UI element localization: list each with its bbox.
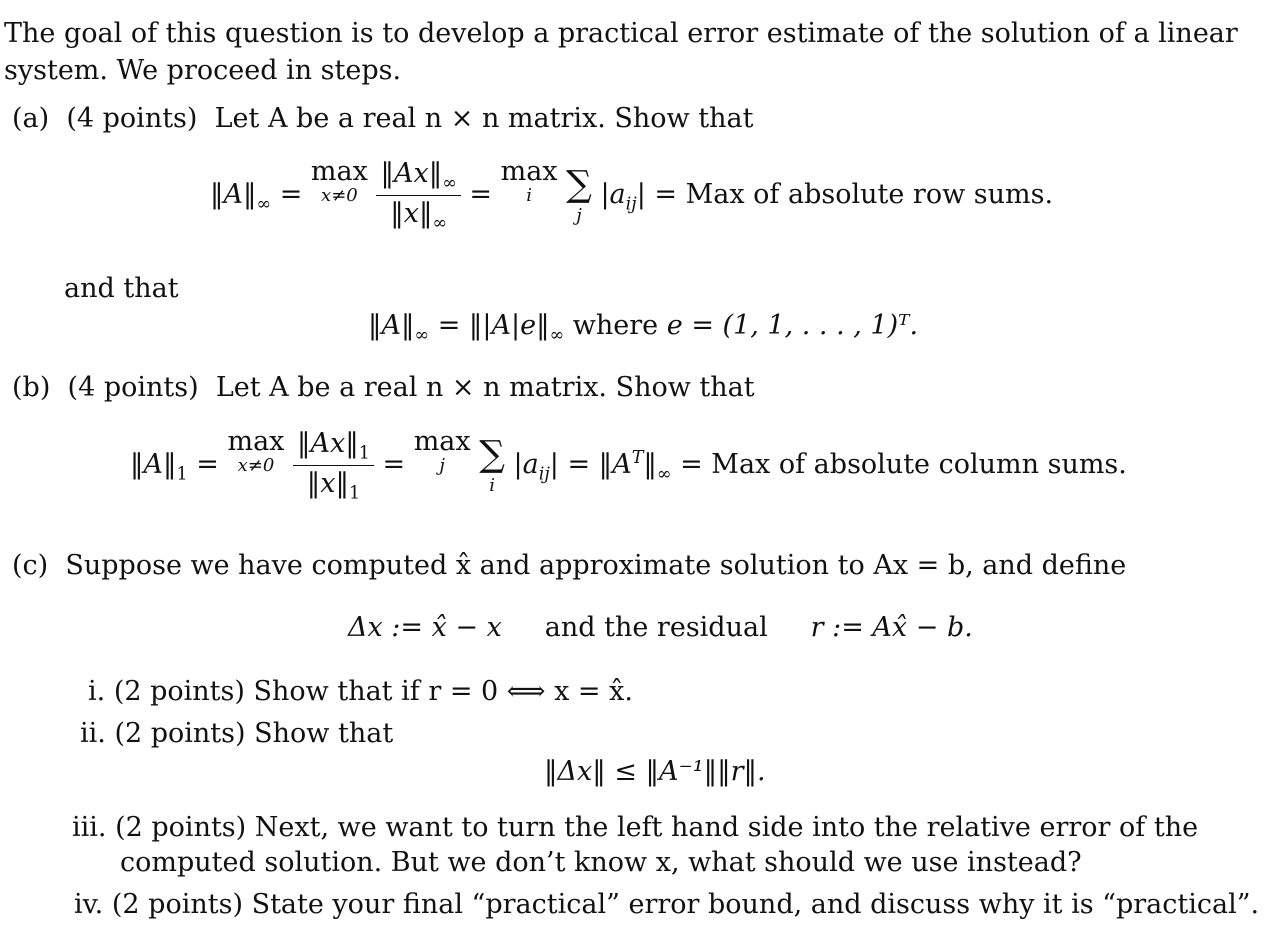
part-a-eq2-where: where xyxy=(572,310,659,341)
item-iv-text: State your final “practical” error bound, and discuss why it is “practical”. xyxy=(251,889,1260,920)
part-a-label: (a) xyxy=(12,103,50,134)
part-c-item-iii xyxy=(72,812,1198,843)
item-ii-num: ii. xyxy=(80,718,106,749)
item-iii-points: (2 points) xyxy=(115,812,247,843)
item-ii-equation: ‖Δx‖ ≤ ‖A⁻¹‖‖r‖. xyxy=(544,756,766,787)
part-c-item-iv xyxy=(74,889,1259,920)
item-iii-text-continued: computed solution. But we don’t know x, what should we use instead? xyxy=(120,847,1082,878)
part-a-heading xyxy=(12,103,753,134)
item-i-text: Show that if r = 0 ⟺ x = x̂. xyxy=(253,676,633,707)
part-b-equation: $‖A‖_1 = \max$ x≠0 $\frac{‖Ax‖_1}{‖x‖_1}$ = max j ∑ i $|a_{ij}|$ = $‖A^T‖_\infty$ = Max of absolute column sums. xyxy=(130,426,1127,503)
part-b-points: (4 points) xyxy=(67,372,199,403)
part-a-and-that: and that xyxy=(64,273,179,304)
part-a-eq2-tail: e = (1, 1, . . . , 1)ᵀ. xyxy=(666,310,919,341)
item-i-num: i. xyxy=(88,676,106,707)
part-c-eq-left: Δx := x̂ − x xyxy=(348,612,502,643)
part-c-statement: Suppose we have computed x̂ and approximate solution to Ax = b, and define xyxy=(65,550,1127,581)
part-a-eq1-tail: = Max of absolute row sums. xyxy=(654,179,1054,211)
part-c-item-i xyxy=(88,676,633,707)
part-a-equation-1: $‖A‖_\infty = \max$ x≠0 $\frac{‖Ax‖_\infty}{‖x‖_\infty}$ = max i ∑ j $|a_{ij}|$ = Max of absolute row sums. xyxy=(210,156,1054,233)
part-b-label: (b) xyxy=(12,372,51,403)
part-c-item-ii xyxy=(80,718,393,749)
part-c-eq-right: r := Ax̂ − b. xyxy=(810,612,973,643)
part-c-eq-mid: and the residual xyxy=(544,612,768,643)
intro-line-2: system. We proceed in steps. xyxy=(4,55,402,86)
item-iii-num: iii. xyxy=(72,812,107,843)
item-iii-text: Next, we want to turn the left hand side into the relative error of the xyxy=(254,812,1199,843)
part-c-heading xyxy=(12,550,1126,581)
item-iv-points: (2 points) xyxy=(111,889,243,920)
part-b-heading xyxy=(12,372,755,403)
intro-line-1: The goal of this question is to develop a practical error estimate of the solution of a linear xyxy=(4,18,1238,49)
part-b-eq-tail: = Max of absolute column sums. xyxy=(680,449,1127,481)
item-i-points: (2 points) xyxy=(113,676,245,707)
part-a-statement: Let A be a real n × n matrix. Show that xyxy=(214,103,754,134)
item-iv-num: iv. xyxy=(74,889,104,920)
part-c-label: (c) xyxy=(12,550,49,581)
item-ii-points: (2 points) xyxy=(114,718,246,749)
part-a-equation-2: $‖A‖_\infty$ = $‖|A|e‖_\infty$ where e = (1, 1, . . . , 1)ᵀ. xyxy=(368,310,919,346)
item-ii-text: Show that xyxy=(254,718,394,749)
part-c-definitions xyxy=(348,612,973,643)
part-b-statement: Let A be a real n × n matrix. Show that xyxy=(215,372,755,403)
part-a-points: (4 points) xyxy=(66,103,198,134)
